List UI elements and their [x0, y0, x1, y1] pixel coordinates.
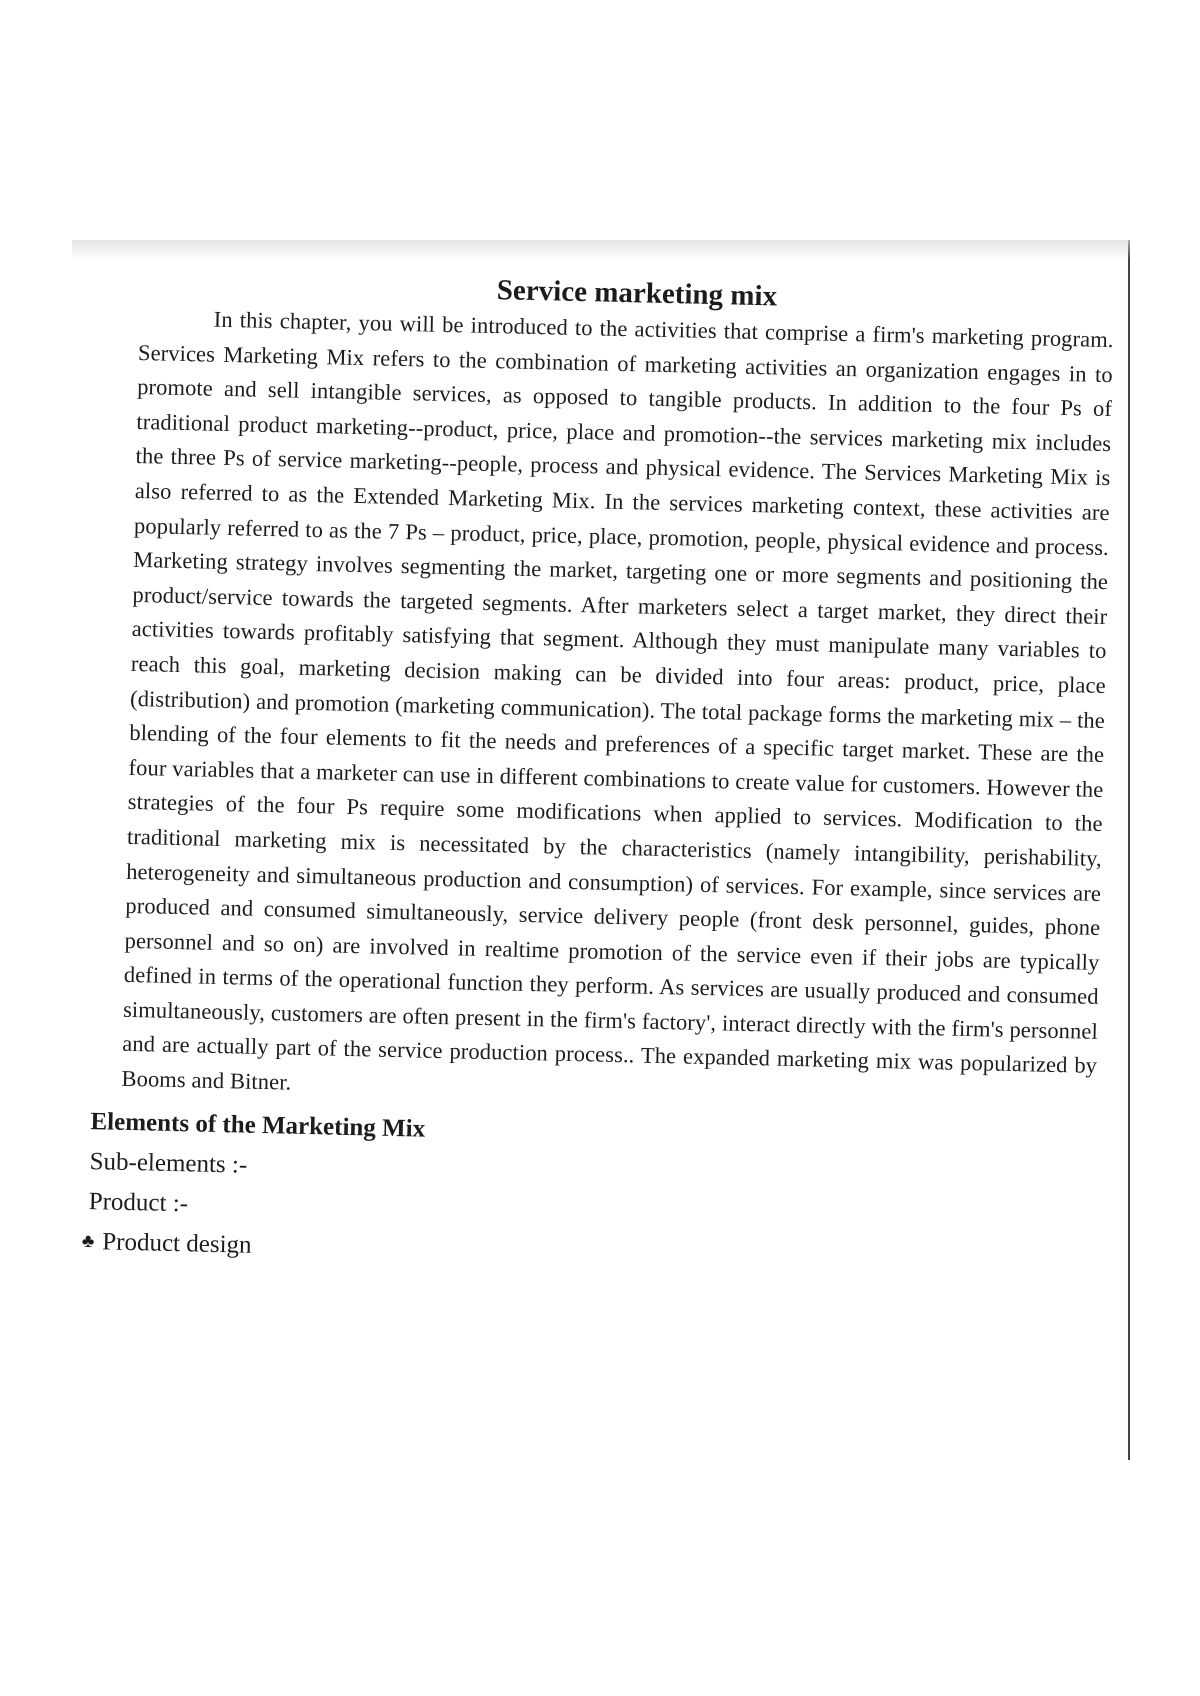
bullet-item-text: Product design: [101, 1228, 252, 1259]
club-icon: ♣: [81, 1230, 95, 1252]
sub-elements-label: Sub-elements :-: [89, 1147, 248, 1179]
page-title: Service marketing mix: [496, 274, 778, 313]
body-paragraph: In this chapter, you will be introduced to the activities that comprise a firm's marketing program. Services Marketing Mix refers to the combination of marketing activities an organization engages in to promote and sell intangible services, as opposed to tangible products. In addition to the four Ps of traditional product marketing--product, price, place and promotion--the services marketing mix includes the three Ps of service marketing--people, process and physical evidence. The Services Marketing Mix is also referred to as the Extended Marketing Mix. In the services marketing context, these activities are popularly referred to as the 7 Ps – product, price, place, promotion, people, physical evidence and process. Marketing strategy involves segmenting the market, targeting one or more segments and positioning the product/service towards the targeted segments. After marketers select a target market, they direct their activities towards profitably satisfying that segment. Although they must manipulate many variables to reach this goal, marketing decision making can be divided into four areas: product, price, place (distribution) and promotion (marketing communication). The total package forms the marketing mix – the blending of the four elements to fit the needs and preferences of a specific target market. These are the four variables that a marketer can use in different combinations to create value for customers. However the strategies of the four Ps require some modifications when applied to services. Modification to the traditional marketing mix is necessitated by the characteristics (namely intangibility, perishability, heterogeneity and simultaneous production and consumption) of services. For example, since services are produced and consumed simultaneously, service delivery people (front desk personnel, guides, phone personnel and so on) are involved in realtime promotion of the service even if their jobs are typically defined in terms of the operational function they perform. As services are usually produced and consumed simultaneously, customers are often present in the firm's factory', interact directly with the firm's personnel and are actually part of the service production process.. The expanded marketing mix was popularized by Booms and Bitner.: [121, 306, 1114, 1095]
section-heading: Elements of the Marketing Mix: [90, 1107, 426, 1143]
document-content: [81, 265, 1114, 1285]
scan-shadow: [72, 240, 1130, 260]
product-label: Product :-: [88, 1187, 189, 1217]
